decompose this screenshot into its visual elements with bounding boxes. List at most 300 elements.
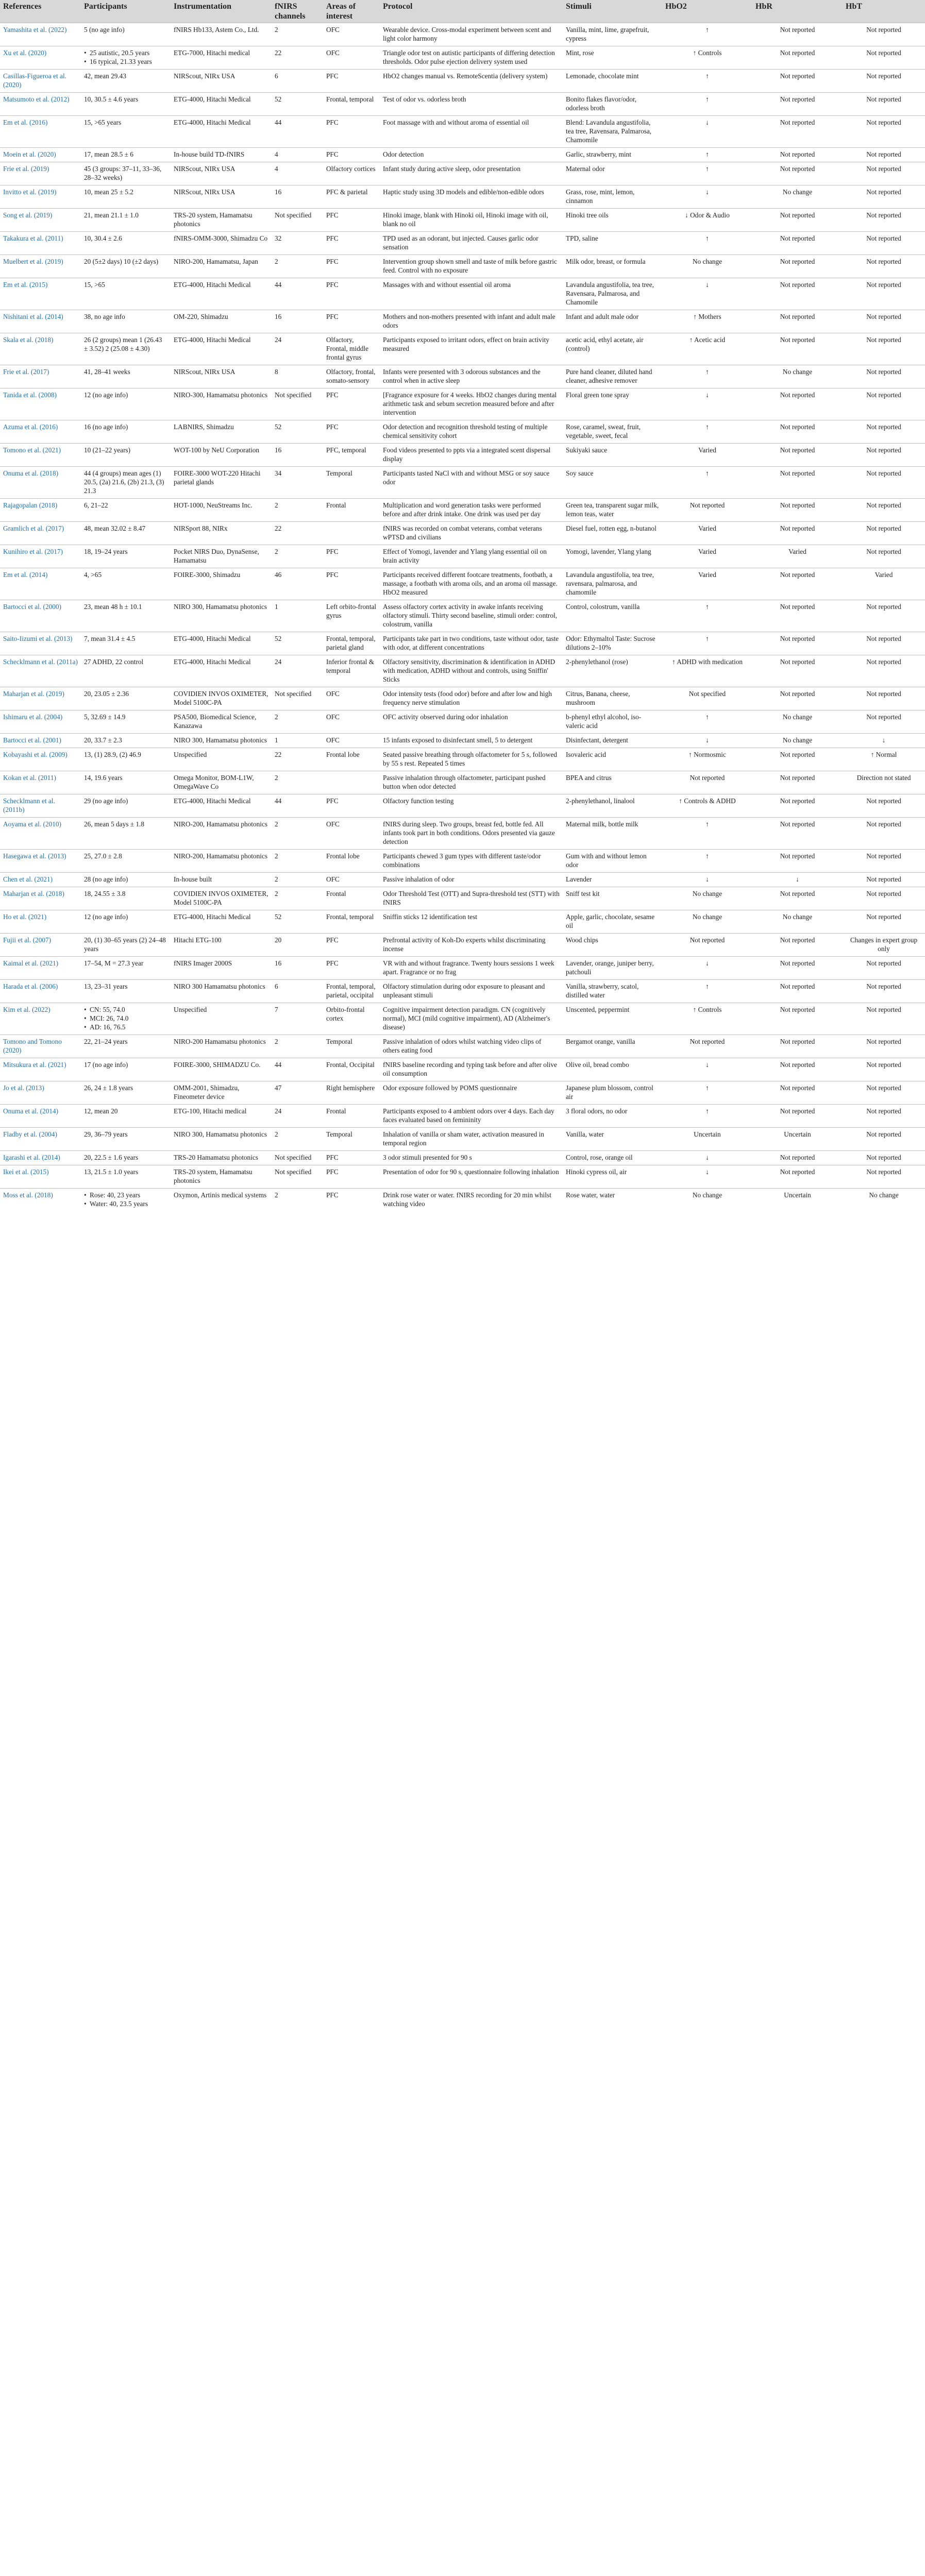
instrumentation-cell: Unspecified <box>174 1006 207 1013</box>
instrumentation-cell: ETG-100, Hitachi medical <box>174 1107 247 1115</box>
reference-cell[interactable]: Moss et al. (2018) <box>3 1191 53 1199</box>
reference-cell[interactable]: Rajagopalan (2018) <box>3 501 58 509</box>
hbt-cell: Not reported <box>866 95 901 103</box>
hbo2-cell: ↑ <box>705 150 709 158</box>
stimuli-cell: Pure hand cleaner, diluted hand cleaner, adhesive remover <box>566 368 652 384</box>
header-hbo2: HbO2 <box>662 0 752 23</box>
hbo2-cell: ↑ Mothers <box>693 313 721 320</box>
participants-cell <box>81 46 171 70</box>
protocol-cell: Intervention group shown smell and taste of milk before gastric feed. Control with no exposure <box>383 258 557 274</box>
reference-cell[interactable]: Kunihiro et al. (2017) <box>3 548 63 555</box>
reference-cell[interactable]: Hasegawa et al. (2013) <box>3 852 66 860</box>
stimuli-cell: Bonito flakes flavor/odor, odorless broth <box>566 95 637 112</box>
channels-cell: 52 <box>275 913 282 921</box>
instrumentation-cell: NIRO-200, Hamamatsu photonics <box>174 852 268 860</box>
stimuli-cell: Gum with and without lemon odor <box>566 852 647 869</box>
reference-cell[interactable]: Casillas-Figueroa et al. (2020) <box>3 72 66 89</box>
hbr-cell: Not reported <box>780 635 815 642</box>
channels-cell: 1 <box>275 736 278 744</box>
hbr-cell: Not reported <box>780 820 815 828</box>
reference-cell[interactable]: Azuma et al. (2016) <box>3 423 58 431</box>
table-row <box>0 467 925 499</box>
reference-cell[interactable]: Frie et al. (2017) <box>3 368 49 376</box>
channels-cell: 2 <box>275 1130 278 1138</box>
reference-cell[interactable]: Aoyama et al. (2010) <box>3 820 61 828</box>
reference-cell[interactable]: Tomono et al. (2021) <box>3 446 61 454</box>
hbr-cell: Not reported <box>780 751 815 758</box>
stimuli-cell: Unscented, peppermint <box>566 1006 630 1013</box>
instrumentation-cell: NIRO-200, Hamamatsu photonics <box>174 820 268 828</box>
participant-group: • MCI: 26, 74.0 <box>84 1014 167 1023</box>
table-row <box>0 255 925 278</box>
participants-cell: 38, no age info <box>84 313 125 320</box>
protocol-cell: Passive inhalation through olfactometer, participant pushed button when odor detected <box>383 774 546 790</box>
instrumentation-cell: NIRSport 88, NIRx <box>174 524 228 532</box>
table-row <box>0 46 925 70</box>
area-cell: OFC <box>326 690 340 698</box>
instrumentation-cell: Oxymon, Artinis medical systems <box>174 1191 267 1199</box>
channels-cell: Not specified <box>275 690 312 698</box>
area-cell: PFC <box>326 423 339 431</box>
hbt-cell: Not reported <box>866 1038 901 1045</box>
protocol-cell: Massages with and without essential oil aroma <box>383 281 511 289</box>
stimuli-cell: Wood chips <box>566 936 598 944</box>
reference-cell[interactable]: Fladby et al. (2004) <box>3 1130 57 1138</box>
table-row <box>0 499 925 522</box>
hbo2-cell: Not reported <box>689 501 725 509</box>
channels-cell: 46 <box>275 571 282 579</box>
reference-cell[interactable]: Em et al. (2014) <box>3 571 48 579</box>
hbo2-cell: ↓ <box>705 281 709 289</box>
participants-cell: 21, mean 21.1 ± 1.0 <box>84 211 139 219</box>
table-row <box>0 600 925 632</box>
hbt-cell: Not reported <box>866 446 901 454</box>
table-row <box>0 655 925 687</box>
channels-cell: Not specified <box>275 391 312 399</box>
area-cell: Frontal lobe <box>326 751 360 758</box>
reference-cell[interactable]: Frie et al. (2019) <box>3 165 49 173</box>
reference-cell[interactable]: Maharjan et al. (2019) <box>3 690 64 698</box>
reference-cell[interactable]: Xu et al. (2020) <box>3 49 47 57</box>
stimuli-cell: Maternal odor <box>566 165 605 173</box>
protocol-cell: Olfactory function testing <box>383 797 454 805</box>
channels-cell: 2 <box>275 258 278 265</box>
participants-cell: 41, 28–41 weeks <box>84 368 130 376</box>
header-instrumentation: Instrumentation <box>171 0 272 23</box>
channels-cell: 2 <box>275 875 278 883</box>
reference-cell[interactable]: Song et al. (2019) <box>3 211 53 219</box>
stimuli-cell: Vanilla, strawberry, scatol, distilled water <box>566 982 639 999</box>
hbt-cell: Not reported <box>866 1154 901 1161</box>
instrumentation-cell: NIRO 300, Hamamatsu photonics <box>174 736 267 744</box>
instrumentation-cell: NIRO-300, Hamamatsu photonics <box>174 391 268 399</box>
participant-group: • Water: 40, 23.5 years <box>84 1199 167 1208</box>
hbr-cell: Not reported <box>780 936 815 944</box>
stimuli-cell: Green tea, transparent sugar milk, lemon teas, water <box>566 501 659 518</box>
stimuli-cell: Rose, caramel, sweat, fruit, vegetable, sweet, fecal <box>566 423 641 439</box>
instrumentation-cell: TRS-20 Hamamatsu photonics <box>174 1154 258 1161</box>
table-row <box>0 1003 925 1035</box>
table-row <box>0 1105 925 1128</box>
hbo2-cell: ↑ <box>705 982 709 990</box>
hbt-cell: Not reported <box>866 1084 901 1092</box>
reference-cell[interactable]: Onuma et al. (2018) <box>3 469 59 477</box>
reference-cell[interactable]: Schecklmann et al. (2011b) <box>3 797 55 814</box>
hbt-cell: Not reported <box>866 26 901 33</box>
reference-cell[interactable]: Tanida et al. (2008) <box>3 391 57 399</box>
instrumentation-cell: NIRScout, NIRx USA <box>174 72 236 80</box>
area-cell: PFC <box>326 211 339 219</box>
hbr-cell: Not reported <box>780 1107 815 1115</box>
reference-cell[interactable]: Igarashi et al. (2014) <box>3 1154 60 1161</box>
participants-cell: 20, 22.5 ± 1.6 years <box>84 1154 139 1161</box>
hbt-cell: Not reported <box>866 368 901 376</box>
hbo2-cell: ↑ <box>705 26 709 33</box>
stimuli-cell: Vanilla, water <box>566 1130 604 1138</box>
participants-cell: 5 (no age info) <box>84 26 125 33</box>
hbr-cell: Not reported <box>780 49 815 57</box>
channels-cell: 2 <box>275 548 278 555</box>
reference-cell[interactable]: Fujii et al. (2007) <box>3 936 52 944</box>
table-row <box>0 734 925 748</box>
hbt-cell: Not reported <box>866 524 901 532</box>
participants-cell: 10, 30.5 ± 4.6 years <box>84 95 139 103</box>
protocol-cell: Odor detection <box>383 150 424 158</box>
hbt-cell: Not reported <box>866 211 901 219</box>
area-cell: Frontal, temporal <box>326 913 374 921</box>
reference-cell[interactable]: Muelbert et al. (2019) <box>3 258 63 265</box>
protocol-cell: Participants take part in two conditions, taste without odor, taste with odor, at different concentrations <box>383 635 559 651</box>
area-cell: Frontal, Occipital <box>326 1061 375 1069</box>
hbr-cell: Not reported <box>780 26 815 33</box>
hbr-cell: Varied <box>788 548 806 555</box>
hbr-cell: Not reported <box>780 118 815 126</box>
reference-cell[interactable]: Moein et al. (2020) <box>3 150 56 158</box>
hbr-cell: Not reported <box>780 1061 815 1069</box>
hbo2-cell: ↑ <box>705 95 709 103</box>
participants-cell: 15, >65 <box>84 281 105 289</box>
table-row <box>0 632 925 655</box>
protocol-cell: Test of odor vs. odorless broth <box>383 95 466 103</box>
protocol-cell: VR with and without fragrance. Twenty hours sessions 1 week apart. Fragrance or no frag <box>383 959 554 976</box>
channels-cell: 16 <box>275 188 282 196</box>
area-cell: Inferior frontal & temporal <box>326 658 375 674</box>
stimuli-cell: Lavender, orange, juniper berry, patchouli <box>566 959 654 976</box>
reference-cell[interactable]: Harada et al. (2006) <box>3 982 58 990</box>
hbr-cell: Not reported <box>780 774 815 782</box>
protocol-cell: fNIRS was recorded on combat veterans, combat veterans wPTSD and civilians <box>383 524 542 541</box>
stimuli-cell: Sniff test kit <box>566 890 600 897</box>
stimuli-cell: Isovaleric acid <box>566 751 606 758</box>
instrumentation-cell: WOT-100 by NeU Corporation <box>174 446 260 454</box>
table-row <box>0 873 925 887</box>
hbr-cell: Not reported <box>780 281 815 289</box>
hbr-cell: Not reported <box>780 1084 815 1092</box>
reference-cell[interactable]: Kaimal et al. (2021) <box>3 959 59 967</box>
hbr-cell: Not reported <box>780 982 815 990</box>
table-row <box>0 887 925 910</box>
hbo2-cell: ↑ <box>705 469 709 477</box>
reference-cell[interactable]: Matsumoto et al. (2012) <box>3 95 70 103</box>
stimuli-cell: b-phenyl ethyl alcohol, iso-valeric acid <box>566 713 642 730</box>
hbo2-cell: No change <box>692 1191 722 1199</box>
protocol-cell: Seated passive breathing through olfactometer for 5 s, followed by 55 s rest. Repeated 5 times <box>383 751 557 767</box>
reference-cell[interactable]: Nishitani et al. (2014) <box>3 313 63 320</box>
participants-cell <box>81 1189 171 1212</box>
table-row <box>0 209 925 232</box>
area-cell: PFC <box>326 313 339 320</box>
instrumentation-cell: fNIRS Imager 2000S <box>174 959 232 967</box>
reference-cell[interactable]: Ikei et al. (2015) <box>3 1168 49 1176</box>
table-row <box>0 333 925 365</box>
channels-cell: 44 <box>275 118 282 126</box>
hbr-cell: Not reported <box>780 336 815 344</box>
reference-cell[interactable]: Chen et al. (2021) <box>3 875 53 883</box>
hbr-cell: Not reported <box>780 852 815 860</box>
protocol-cell: Odor Threshold Test (OTT) and Supra-threshold test (STT) with fNIRS <box>383 890 560 906</box>
protocol-cell: Haptic study using 3D models and edible/non-edible odors <box>383 188 544 196</box>
protocol-cell: Olfactory sensitivity, discrimination & identification in ADHD with medication, ADHD without and controls, using Sniffin' Sticks <box>383 658 556 683</box>
reference-cell[interactable]: Yamashita et al. (2022) <box>3 26 67 33</box>
participants-cell: 6, 21–22 <box>84 501 108 509</box>
instrumentation-cell: NIRO-200, Hamamatsu, Japan <box>174 258 258 265</box>
hbo2-cell: No change <box>692 258 722 265</box>
reference-cell[interactable]: Tomono and Tomono (2020) <box>3 1038 62 1054</box>
header-participants: Participants <box>81 0 171 23</box>
hbo2-cell: ↑ <box>705 165 709 173</box>
table-row <box>0 232 925 255</box>
reference-cell[interactable]: Em et al. (2015) <box>3 281 48 289</box>
participants-cell: 27 ADHD, 22 control <box>84 658 144 666</box>
stimuli-cell: Mint, rose <box>566 49 594 57</box>
hbt-cell: ↑ Normal <box>870 751 897 758</box>
reference-cell[interactable]: Ho et al. (2021) <box>3 913 47 921</box>
area-cell: Frontal <box>326 501 346 509</box>
reference-cell[interactable]: Mitsukura et al. (2021) <box>3 1061 66 1069</box>
table-row <box>0 70 925 93</box>
participant-group: • 16 typical, 21.33 years <box>84 57 167 66</box>
reference-cell[interactable]: Bartocci et al. (2001) <box>3 736 61 744</box>
hbr-cell: Not reported <box>780 258 815 265</box>
reference-cell[interactable]: Kobayashi et al. (2009) <box>3 751 68 758</box>
reference-cell[interactable]: Skala et al. (2018) <box>3 336 54 344</box>
hbr-cell: Not reported <box>780 234 815 242</box>
protocol-cell: Passive inhalation of odors whilst watching video clips of others eating food <box>383 1038 542 1054</box>
hbr-cell: Not reported <box>780 1006 815 1013</box>
protocol-cell: Olfactory stimulation during odor exposure to pleasant and unpleasant stimuli <box>383 982 545 999</box>
stimuli-cell: 3 floral odors, no odor <box>566 1107 628 1115</box>
protocol-cell: Infants were presented with 3 odorous substances and the control when in active sleep <box>383 368 541 384</box>
stimuli-cell: Lavandula angustifolia, tea tree, ravensara, palmarosa, and chamomile <box>566 571 654 596</box>
hbo2-cell: ↑ <box>705 603 709 611</box>
channels-cell: 6 <box>275 982 278 990</box>
hbr-cell: Not reported <box>780 391 815 399</box>
hbt-cell: Not reported <box>866 1061 901 1069</box>
stimuli-cell: Grass, rose, mint, lemon, cinnamon <box>566 188 635 205</box>
channels-cell: 44 <box>275 281 282 289</box>
reference-cell[interactable]: Kim et al. (2022) <box>3 1006 51 1013</box>
hbr-cell: Not reported <box>780 797 815 805</box>
hbt-cell: Not reported <box>866 913 901 921</box>
hbr-cell: Not reported <box>780 501 815 509</box>
reference-cell[interactable]: Invitto et al. (2019) <box>3 188 57 196</box>
participants-cell: 44 (4 groups) mean ages (1) 20.5, (2a) 21.6, (2b) 21.3, (3) 21.3 <box>84 469 164 495</box>
hbo2-cell: Not reported <box>689 936 725 944</box>
hbr-cell: No change <box>782 368 813 376</box>
stimuli-cell: acetic acid, ethyl acetate, air (control) <box>566 336 644 352</box>
instrumentation-cell: ETG-4000, Hitachi Medical <box>174 658 251 666</box>
hbr-cell: Not reported <box>780 1168 815 1176</box>
table-row <box>0 310 925 333</box>
instrumentation-cell: Unspecified <box>174 751 207 758</box>
channels-cell: 2 <box>275 1038 278 1045</box>
area-cell: PFC <box>326 234 339 242</box>
reference-cell[interactable]: Maharjan et al. (2018) <box>3 890 64 897</box>
hbt-cell: Not reported <box>866 313 901 320</box>
header-references: References <box>0 0 81 23</box>
table-row <box>0 687 925 710</box>
table-row <box>0 444 925 467</box>
area-cell: Right hemisphere <box>326 1084 375 1092</box>
protocol-cell: fNIRS baseline recording and typing task before and after olive oil consumption <box>383 1061 557 1077</box>
participants-cell: 48, mean 32.02 ± 8.47 <box>84 524 146 532</box>
protocol-cell: Foot massage with and without aroma of essential oil <box>383 118 529 126</box>
hbt-cell: Not reported <box>866 234 901 242</box>
channels-cell: 6 <box>275 72 278 80</box>
header-hbr: HbR <box>752 0 843 23</box>
hbt-cell: ↓ <box>882 736 886 744</box>
area-cell: PFC <box>326 72 339 80</box>
hbr-cell: Uncertain <box>784 1130 811 1138</box>
instrumentation-cell: ETG-4000, Hitachi Medical <box>174 336 251 344</box>
channels-cell: 16 <box>275 446 282 454</box>
reference-cell[interactable]: Onuma et al. (2014) <box>3 1107 59 1115</box>
reference-cell[interactable]: Jo et al. (2013) <box>3 1084 44 1092</box>
area-cell: PFC <box>326 797 339 805</box>
protocol-cell: Participants received different footcare treatments, footbath, a massage, a footbath with aroma oils, and an aroma oil massage. HbO2 measured <box>383 571 558 596</box>
protocol-cell: Assess olfactory cortex activity in awake infants receiving olfactory stimuli. Thirty second baseline, stimuli order: control, colostrum, vanilla <box>383 603 558 628</box>
hbr-cell: Not reported <box>780 423 815 431</box>
instrumentation-cell: NIRO 300, Hamamatsu photonics <box>174 1130 267 1138</box>
channels-cell: 24 <box>275 1107 282 1115</box>
reference-cell[interactable]: Em et al. (2016) <box>3 118 48 126</box>
instrumentation-cell: FOIRE-3000, Shimadzu <box>174 571 241 579</box>
channels-cell: 2 <box>275 501 278 509</box>
header-stimuli: Stimuli <box>563 0 662 23</box>
area-cell <box>323 522 380 545</box>
reference-cell[interactable]: Takakura et al. (2011) <box>3 234 63 242</box>
hbr-cell: Not reported <box>780 959 815 967</box>
hbt-cell: Not reported <box>866 423 901 431</box>
instrumentation-cell: NIRO 300, Hamamatsu photonics <box>174 603 267 611</box>
hbt-cell: Not reported <box>866 797 901 805</box>
reference-cell[interactable]: Kokan et al. (2011) <box>3 774 56 782</box>
area-cell: OFC <box>326 875 340 883</box>
table-row <box>0 162 925 185</box>
participants-cell: 4, >65 <box>84 571 102 579</box>
protocol-cell: Hinoki image, blank with Hinoki oil, Hinoki image with oil, blank no oil <box>383 211 548 228</box>
channels-cell: 20 <box>275 936 282 944</box>
hbt-cell: Not reported <box>866 690 901 698</box>
table-row <box>0 420 925 444</box>
participants-cell: 14, 19.6 years <box>84 774 123 782</box>
area-cell: Frontal, temporal, parietal, occipital <box>326 982 376 999</box>
header-hbt: HbT <box>843 0 925 23</box>
channels-cell: 4 <box>275 165 278 173</box>
hbo2-cell: No change <box>692 913 722 921</box>
channels-cell: 44 <box>275 797 282 805</box>
hbt-cell: No change <box>869 1191 899 1199</box>
hbr-cell: Not reported <box>780 890 815 897</box>
hbo2-cell: ↓ <box>705 118 709 126</box>
protocol-cell: Multiplication and word generation tasks were performed before and after drink intake. One drink was used per day <box>383 501 541 518</box>
participants-cell: 13, (1) 28.9, (2) 46.9 <box>84 751 141 758</box>
channels-cell: 52 <box>275 635 282 642</box>
area-cell: PFC <box>326 571 339 579</box>
area-cell: Orbito-frontal cortex <box>326 1006 365 1022</box>
hbr-cell: Not reported <box>780 446 815 454</box>
protocol-cell: Food videos presented to ppts via a integrated scent dispersal display <box>383 446 551 463</box>
participant-group: • AD: 16, 76.5 <box>84 1023 167 1031</box>
participants-cell: 20, 33.7 ± 2.3 <box>84 736 122 744</box>
stimuli-cell: Apple, garlic, chocolate, sesame oil <box>566 913 655 929</box>
reference-cell[interactable]: Bartocci et al. (2000) <box>3 603 61 611</box>
table-row <box>0 148 925 162</box>
hbr-cell: Not reported <box>780 1154 815 1161</box>
area-cell: Frontal lobe <box>326 852 360 860</box>
protocol-cell: Mothers and non-mothers presented with infant and adult male odors <box>383 313 556 329</box>
reference-cell[interactable]: Saito-Iizumi et al. (2013) <box>3 635 73 642</box>
stimuli-cell: Lavender <box>566 875 592 883</box>
instrumentation-cell: PSA500, Biomedical Science, Kanazawa <box>174 713 257 730</box>
channels-cell: Not specified <box>275 211 312 219</box>
hbt-cell: Not reported <box>866 501 901 509</box>
stimuli-cell: Lemonade, chocolate mint <box>566 72 639 80</box>
protocol-cell: Odor exposure followed by POMS questionnaire <box>383 1084 517 1092</box>
protocol-cell: [Fragrance exposure for 4 weeks. HbO2 changes during mental arithmetic task and sebum secretion measured before and after intervention <box>383 391 557 416</box>
hbo2-cell: Varied <box>698 446 716 454</box>
area-cell: OFC <box>326 26 340 33</box>
hbo2-cell: ↓ <box>705 736 709 744</box>
channels-cell: 22 <box>275 49 282 57</box>
reference-cell[interactable]: Ishimaru et al. (2004) <box>3 713 63 721</box>
area-cell: PFC & parietal <box>326 188 368 196</box>
stimuli-cell: Hinoki cypress oil, air <box>566 1168 627 1176</box>
stimuli-cell: 2-phenylethanol, linalool <box>566 797 635 805</box>
channels-cell: 2 <box>275 26 278 33</box>
hbr-cell: No change <box>782 188 813 196</box>
hbr-cell: Not reported <box>780 603 815 611</box>
channels-cell: 47 <box>275 1084 282 1092</box>
table-row <box>0 850 925 873</box>
participant-groups <box>84 1191 167 1208</box>
stimuli-cell: 2-phenylethanol (rose) <box>566 658 628 666</box>
table-row <box>0 93 925 116</box>
instrumentation-cell: ETG-4000, Hitachi Medical <box>174 118 251 126</box>
participants-cell: 17, mean 28.5 ± 6 <box>84 150 133 158</box>
reference-cell[interactable]: Schecklmann et al. (2011a) <box>3 658 78 666</box>
channels-cell: 22 <box>275 751 282 758</box>
area-cell: Frontal, temporal, parietal gland <box>326 635 376 651</box>
area-cell: Temporal <box>326 1038 352 1045</box>
participants-cell: 26, 24 ± 1.8 years <box>84 1084 133 1092</box>
instrumentation-cell: ETG-4000, Hitachi Medical <box>174 635 251 642</box>
participants-cell: 16 (no age info) <box>84 423 128 431</box>
reference-cell[interactable]: Gramlich et al. (2017) <box>3 524 64 532</box>
table-row <box>0 185 925 209</box>
hbt-cell: Not reported <box>866 336 901 344</box>
channels-cell: 2 <box>275 713 278 721</box>
